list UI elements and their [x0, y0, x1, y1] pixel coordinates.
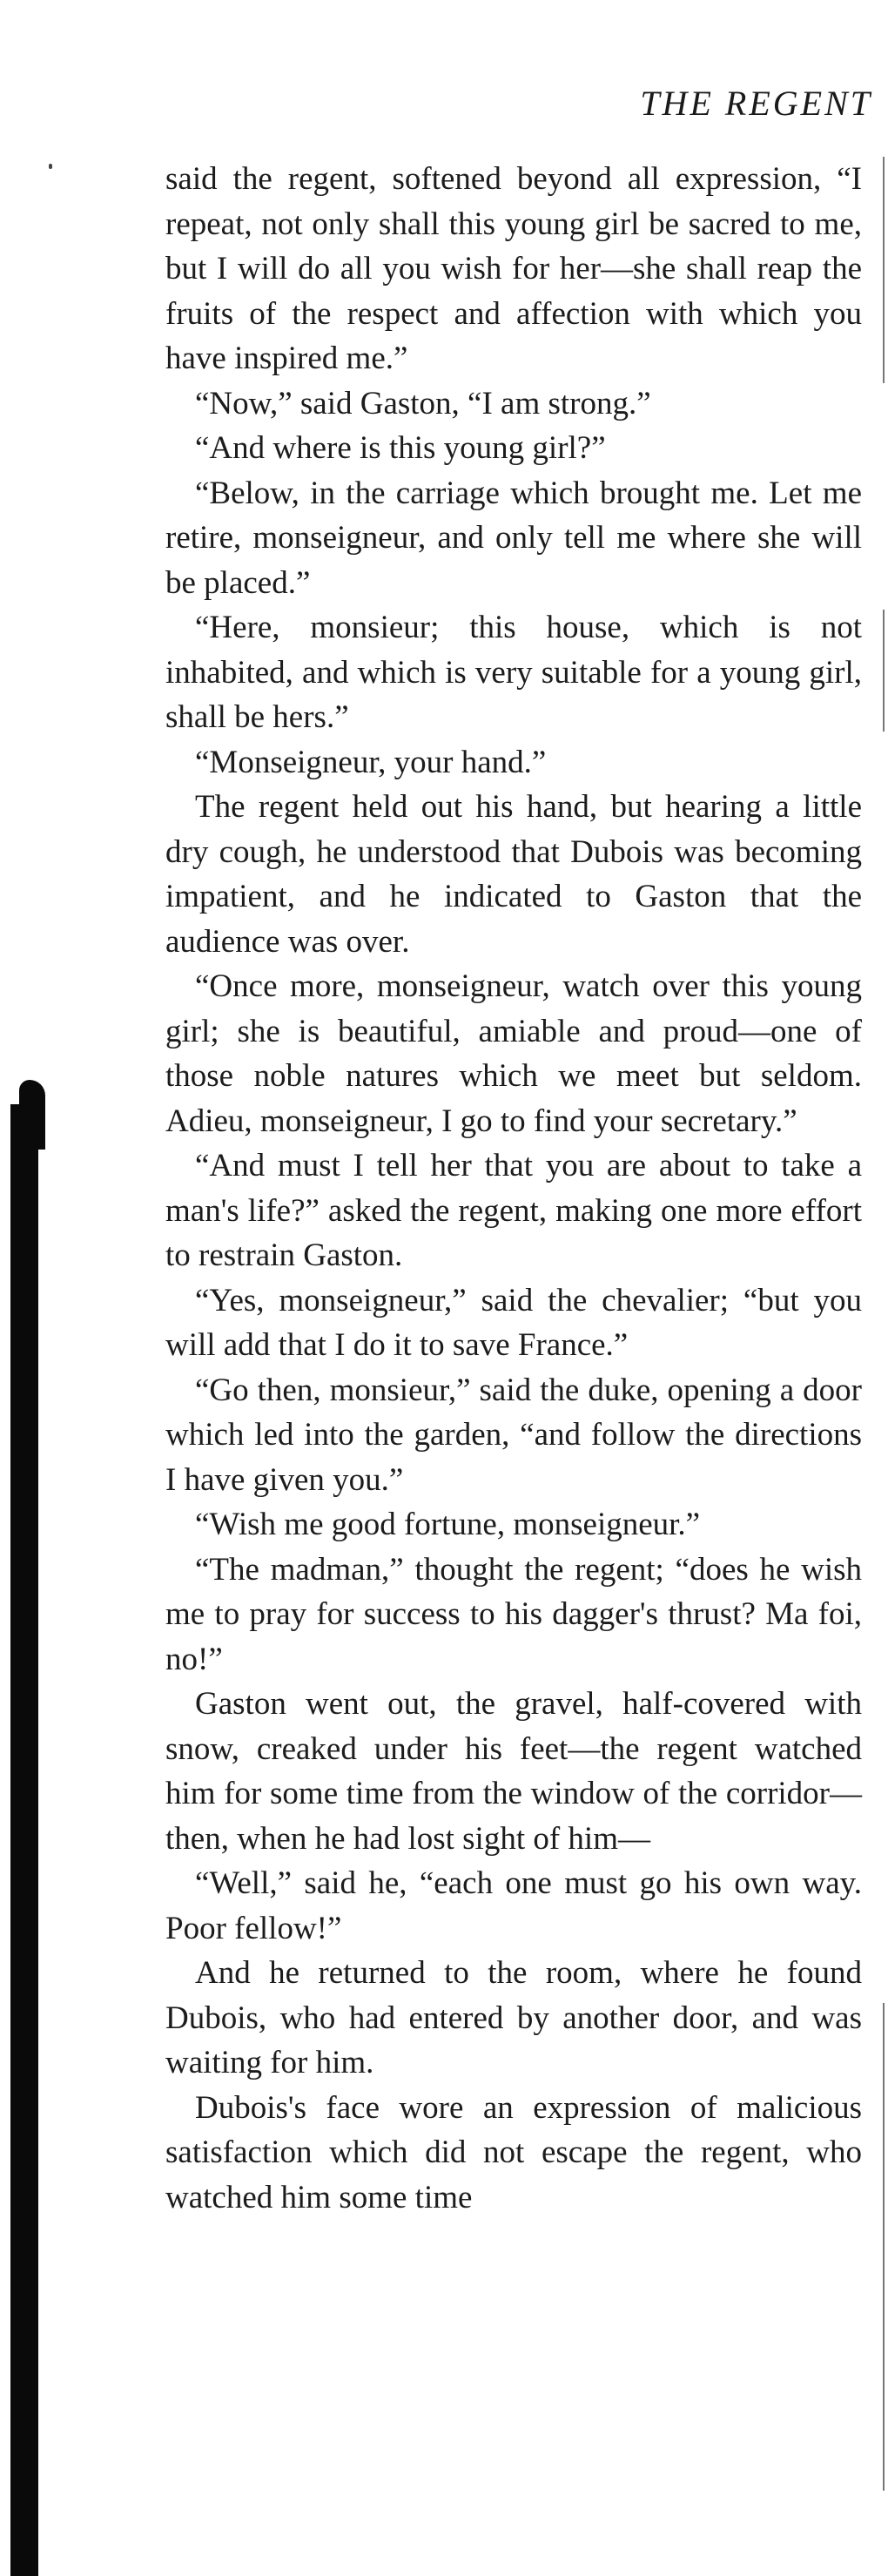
paragraph: “Go then, monsieur,” said the duke, opening a door which led into the garden, “and follow the directions I have given you.”: [165, 1372, 862, 1498]
paragraph: “Below, in the carriage which brought me. Let me retire, monseigneur, and only tell me where she will be placed.”: [165, 475, 862, 601]
paragraph: “And must I tell her that you are about to take a man's life?” asked the regent, making one more effort to restrain Gaston.: [165, 1148, 862, 1273]
margin-rule: [883, 610, 885, 732]
binding-shadow: [10, 1104, 38, 2576]
paragraph: “Well,” said he, “each one must go his own way. Poor fellow!”: [165, 1865, 862, 1946]
paragraph: “Here, monsieur; this house, which is not inhabited, and which is very suitable for a young girl, shall be hers.”: [165, 610, 862, 735]
paragraph: “And where is this young girl?”: [195, 430, 606, 466]
paragraph: “The madman,” thought the regent; “does he wish me to pray for success to his dagger's thrust? Ma foi, no!”: [165, 1551, 862, 1677]
body-text: [165, 157, 862, 2220]
running-head: THE REGENT: [640, 84, 872, 123]
paragraph: The regent held out his hand, but hearing a little dry cough, he understood that Dubois was becoming impatient, and he indicated to Gaston that the audience was over.: [165, 789, 862, 960]
paragraph: said the regent, softened beyond all expression, “I repeat, not only shall this young girl be sacred to me, but I will do all you wish for her—she shall reap the fruits of the respect and affection with which you have inspired me.”: [165, 161, 862, 376]
paragraph: Gaston went out, the gravel, half-covered with snow, creaked under his feet—the regent watched him for some time from the window of the corridor—then, when he had lost sight of him—: [165, 1686, 862, 1857]
paragraph: “Yes, monseigneur,” said the chevalier; “but you will add that I do it to save France.”: [165, 1282, 862, 1363]
ink-speck: [49, 164, 52, 169]
paragraph: Dubois's face wore an expression of malicious satisfaction which did not escape the regent, who watched him some time: [165, 2089, 862, 2215]
paragraph: “Now,” said Gaston, “I am strong.”: [195, 385, 651, 421]
paragraph: “Wish me good fortune, monseigneur.”: [195, 1507, 701, 1542]
margin-rule: [883, 157, 885, 383]
margin-rule: [883, 2003, 885, 2491]
paragraph: And he returned to the room, where he found Dubois, who had entered by another door, and was waiting for him.: [165, 1955, 862, 2080]
paragraph: “Once more, monseigneur, watch over this young girl; she is beautiful, amiable and proud—one of those noble natures which we meet but seldom. Adieu, monseigneur, I go to find your secretary.”: [165, 968, 862, 1139]
paragraph: “Monseigneur, your hand.”: [195, 744, 547, 780]
